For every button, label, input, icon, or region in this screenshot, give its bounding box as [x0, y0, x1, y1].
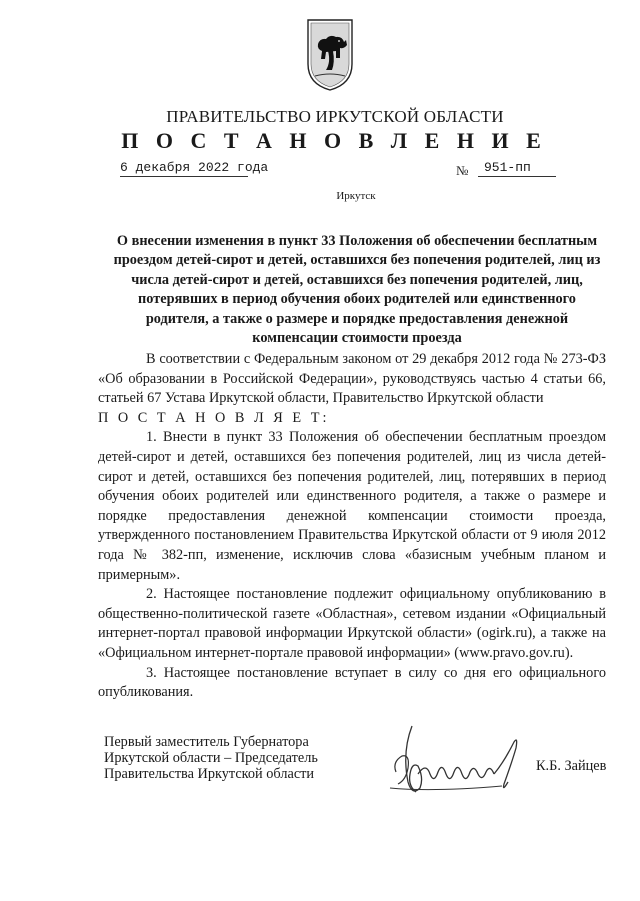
signatory-line-2: Иркутской области – Председатель	[104, 750, 318, 766]
document-body	[98, 350, 606, 703]
document-date: 6 декабря 2022 года	[120, 160, 269, 175]
city-name: Иркутск	[336, 190, 376, 202]
signatory-line-1: Первый заместитель Губернатора	[104, 734, 309, 750]
number-prefix: №	[456, 163, 469, 178]
signatory-name: К.Б. Зайцев	[536, 758, 607, 774]
handwritten-signature-icon	[372, 722, 538, 804]
document-number: 951-пп	[478, 160, 556, 177]
signatory-position	[104, 734, 364, 782]
preamble-paragraph: В соответствии с Федеральным законом от 29 декабря 2012 года № 273-ФЗ «Об образовании в Российской Федерации», руководствуясь частью 4 статьи 66, статьей 67 Устава Иркутской области, Правительство Иркутской области	[98, 351, 606, 407]
decree-word: П О С Т А Н О В Л Я Е Т:	[98, 409, 330, 426]
item-2-paragraph: 2. Настоящее постановление подлежит официальному опубликованию в общественно-политической газете «Областная», сетевом издании «Официальный интернет-портал правовой информации Иркутской области» (ogirk.ru), а также на «Официальном интернет-портале правовой информации» (www.pravo.gov.ru).	[98, 586, 606, 661]
item-3-paragraph: 3. Настоящее постановление вступает в силу со дня его официального опубликования.	[98, 664, 606, 701]
signatory-line-3: Правительства Иркутской области	[104, 766, 315, 782]
irkutsk-coat-of-arms-icon	[306, 18, 354, 92]
document-type: П О С Т А Н О В Л Е Н И Е	[121, 128, 547, 153]
document-heading: О внесении изменения в пункт 33 Положения об обеспечении бесплатным проездом детей-сирот и детей, оставшихся без попечения родителей, лиц из числа детей-сирот и детей, оставшихся без попечения родителей, лиц, потерявших в период обучения обоих родителей или единственного родителя, а также о размере и порядке предоставления денежной компенсации стоимости проезда	[113, 233, 601, 347]
item-1-paragraph: 1. Внести в пункт 33 Положения об обеспечении бесплатным проездом детей-сирот и детей, оставшихся без попечения родителей, лиц из числа детей-сирот и детей, оставшихся без попечения родителей, лиц, потерявших в период обучения обоих родителей или единственного родителя, а также о размере и порядке предоставления денежной компенсации стоимости проезда, утвержденного постановлением Правительства Иркутской области от 9 июля 2012 года № 382-пп, изменение, исключив слова «базисным учебным планом и примерным».	[98, 429, 606, 583]
government-title: ПРАВИТЕЛЬСТВО ИРКУТСКОЙ ОБЛАСТИ	[166, 107, 504, 126]
